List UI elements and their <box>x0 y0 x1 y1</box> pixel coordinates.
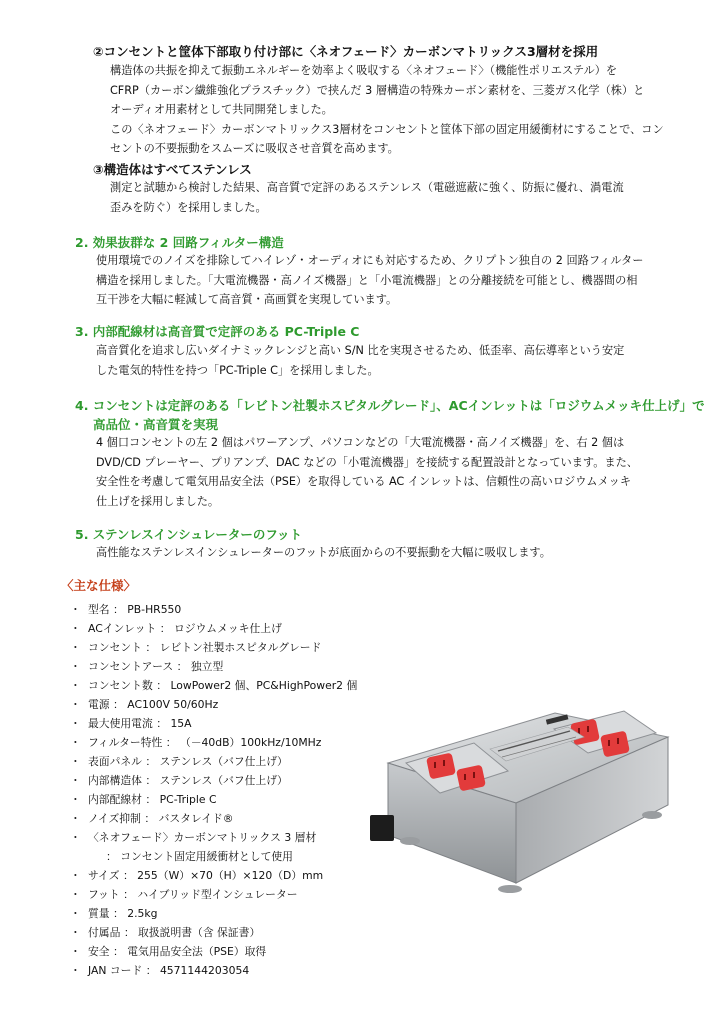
paragraph-line: 測定と試聴から検討した結果、高音質で定評のあるステンレス（電磁遮蔽に強く、防振に優れ、渦電流 <box>110 181 624 194</box>
bullet: ・ <box>70 603 81 616</box>
spec-item <box>70 828 357 847</box>
paragraph-line: 仕上げを採用しました。 <box>96 494 220 508</box>
section-body-3 <box>96 341 710 380</box>
bullet: ・ <box>70 869 81 882</box>
subsection-title-stainless: ③構造体はすべてステンレス <box>93 162 252 177</box>
spec-item-text: 安全 ： 電気用品安全法（PSE）取得 <box>88 945 267 958</box>
foot <box>400 837 420 845</box>
power-distributor-illustration <box>340 705 685 895</box>
spec-item-text: 最大使用電流 ： 15A <box>88 717 192 730</box>
spec-item <box>70 733 357 752</box>
paragraph-line: 互干渉を大幅に軽減して高音質・高画質を実現しています。 <box>96 293 398 307</box>
spec-item <box>70 904 357 923</box>
spec-item <box>70 771 357 790</box>
bullet: ・ <box>70 679 81 692</box>
product-photo <box>340 705 685 895</box>
spec-item-text: コンセント数 ： LowPower2 個、PC&HighPower2 個 <box>88 679 358 692</box>
bullet: ・ <box>70 660 81 673</box>
spec-item-text: サイズ ： 255（W）×70（H）×120（D）mm <box>88 869 324 882</box>
spec-item-text: フット ： ハイブリッド型インシュレーター <box>88 888 298 901</box>
paragraph-line: この〈ネオフェード〉カーボンマトリックス3層材をコンセントと筐体下部の固定用緩衝材にすることで、コン <box>110 122 664 136</box>
paragraph-line: 歪みを防ぐ）を採用しました。 <box>110 200 267 214</box>
spec-item <box>70 942 357 961</box>
paragraph-line: 高音質化を追求し広いダイナミックレンジと高い S/N 比を実現させるため、低歪率、高伝導率という安定 <box>96 344 625 357</box>
spec-item-text: 質量 ： 2.5kg <box>88 907 158 920</box>
bullet: ・ <box>70 698 81 711</box>
section-body-5 <box>96 543 710 563</box>
spec-item-text: 内部配線材 ： PC-Triple C <box>88 793 217 806</box>
section-title-3: 3. 内部配線材は高音質で定評のある PC-Triple C <box>75 324 360 339</box>
bullet: ・ <box>70 812 81 825</box>
spec-item-text: 型名 ： PB-HR550 <box>88 603 182 616</box>
paragraph-line: オーディオ用素材として共同開発しました。 <box>110 103 333 117</box>
paragraph-line: 安全性を考慮して電気用品安全法（PSE）を取得している AC インレットは、信頼性の高いロジウムメッキ <box>96 475 632 489</box>
bullet: ・ <box>70 926 81 939</box>
bullet: ・ <box>70 717 81 730</box>
paragraph-line: 高性能なステンレスインシュレーターのフットが底面からの不要振動を大幅に吸収します。 <box>96 546 551 559</box>
bullet: ・ <box>70 736 81 749</box>
spec-item <box>70 714 357 733</box>
paragraph-line: DVD/CD プレーヤー、プリアンプ、DAC などの「小電流機器」を接続する配置設計となっています。また、 <box>96 455 638 469</box>
subsection-title-neofade: ②コンセントと筐体下部取り付け部に〈ネオフェード〉カーボンマトリックス3層材を採用 <box>93 44 599 59</box>
bullet: ・ <box>70 755 81 768</box>
spec-item-text: JAN コード ： 4571144203054 <box>88 964 250 977</box>
section-title-4-line1: 4. コンセントは定評のある「レビトン社製ホスピタルグレード」、ACインレットは「ロジウムメッキ仕上げ」で <box>75 398 705 413</box>
spec-item <box>70 619 357 638</box>
foot <box>498 885 522 893</box>
paragraph-line: CFRP（カーボン繊維強化プラスチック）で挟んだ 3 層構造の特殊カーボン素材を、三菱ガス化学（株）と <box>110 83 645 97</box>
section-title-4 <box>75 396 705 434</box>
subsection-body-neofade <box>110 61 710 159</box>
spec-item-text: フィルター特性 ： （－40dB）100kHz/10MHz <box>88 736 322 749</box>
foot <box>642 811 662 819</box>
bullet: ・ <box>70 641 81 654</box>
spec-item-text: ノイズ抑制 ： バスタレイド® <box>88 812 234 825</box>
spec-item-text: ACインレット ： ロジウムメッキ仕上げ <box>88 622 282 635</box>
bullet: ・ <box>70 964 81 977</box>
spec-item <box>70 809 357 828</box>
spec-item-text: 付属品 ： 取扱説明書（含 保証書） <box>88 926 261 939</box>
spec-item-text: コンセント ： レビトン社製ホスピタルグレード <box>88 641 322 654</box>
section-title-4-line2: 高品位・高音質を実現 <box>93 417 219 432</box>
section-title-5: 5. ステンレスインシュレーターのフット <box>75 527 303 542</box>
spec-item <box>70 638 357 657</box>
spec-item-text: 内部構造体 ： ステンレス（バフ仕上げ） <box>88 774 288 787</box>
paragraph-line: 4 個口コンセントの左 2 個はパワーアンプ、パソコンなどの「大電流機器・高ノイズ機器」を、右 2 個は <box>96 436 625 449</box>
paragraph-line: 構造を採用しました。「大電流機器・高ノイズ機器」と「小電流機器」との分離接続を可能とし、機器間の相 <box>96 273 638 287</box>
spec-item <box>70 676 357 695</box>
spec-item <box>70 752 357 771</box>
spec-item-text: 〈ネオフェード〉カーボンマトリックス 3 層材 <box>88 831 317 844</box>
spec-item-text: 電源 ： AC100V 50/60Hz <box>88 698 219 711</box>
subsection-body-stainless <box>110 178 710 217</box>
bullet: ・ <box>70 907 81 920</box>
paragraph-line: 構造体の共振を抑えて振動エネルギーを効率よく吸収する〈ネオフェード〉（機能性ポリエステル）を <box>110 64 618 77</box>
bullet: ・ <box>70 888 81 901</box>
spec-item-continuation: ： コンセント固定用緩衝材として使用 <box>106 850 293 863</box>
spec-item <box>70 923 357 942</box>
spec-item <box>70 657 357 676</box>
paragraph-line: 使用環境でのノイズを排除してハイレゾ・オーディオにも対応するため、クリプトン独自の 2 回路フィルター <box>96 254 644 267</box>
spec-item-text: コンセントアース ： 独立型 <box>88 660 224 673</box>
paragraph-line: した電気的特性を持つ「PC-Triple C」を採用しました。 <box>96 363 379 377</box>
bullet: ・ <box>70 793 81 806</box>
section-body-4 <box>96 433 710 511</box>
bullet: ・ <box>70 831 81 844</box>
spec-item <box>70 695 357 714</box>
section-title-2: 2. 効果抜群な 2 回路フィルター構造 <box>75 235 284 250</box>
spec-item-text: 表面パネル ： ステンレス（バフ仕上げ） <box>88 755 288 768</box>
spec-item <box>70 885 357 904</box>
spec-item <box>70 790 357 809</box>
bullet: ・ <box>70 945 81 958</box>
spec-item <box>70 961 357 980</box>
spec-item <box>70 866 357 885</box>
bullet: ・ <box>70 622 81 635</box>
bullet: ・ <box>70 774 81 787</box>
spec-item <box>70 600 357 619</box>
spec-list <box>70 600 357 980</box>
section-body-2 <box>96 251 710 310</box>
ac-inlet <box>370 815 394 841</box>
paragraph-line: セントの不要振動をスムーズに吸収させ音質を高めます。 <box>110 142 399 156</box>
spec-heading: 〈主な仕様〉 <box>61 578 137 593</box>
